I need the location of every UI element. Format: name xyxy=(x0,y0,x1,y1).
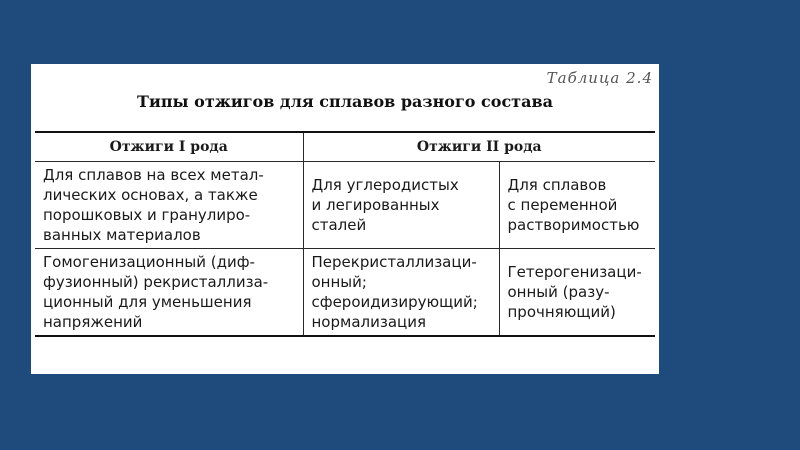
cell-line: ционный для уменьшения xyxy=(43,293,252,311)
cell-line: Для сплавов xyxy=(507,176,607,194)
table-title: Типы отжигов для сплавов разного состава xyxy=(137,92,553,111)
cell-line: Гомогенизационный (диф- xyxy=(43,253,255,271)
header-row xyxy=(35,132,655,162)
cell-line: онный; xyxy=(311,273,367,291)
cell-line: нормализация xyxy=(311,313,426,331)
header-type2: Отжиги II рода xyxy=(303,132,655,162)
cell-r1-c3 xyxy=(499,162,655,249)
cell-line: сталей xyxy=(311,216,367,234)
cell-line: Для сплавов на всех метал- xyxy=(43,166,264,184)
header-type1: Отжиги I рода xyxy=(35,132,303,162)
cell-line: онный (разу- xyxy=(507,283,610,301)
cell-line: прочняющий) xyxy=(507,303,616,321)
cell-line: Для углеродистых xyxy=(311,176,459,194)
cell-line: Перекристаллизаци- xyxy=(311,253,477,271)
table-figure xyxy=(31,64,659,374)
cell-r2-c3 xyxy=(499,249,655,337)
cell-r2-c2 xyxy=(303,249,499,337)
cell-line: лических основах, а также xyxy=(43,186,258,204)
annealing-types-table xyxy=(35,131,655,337)
table-row xyxy=(35,249,655,337)
cell-line: порошковых и гранулиро- xyxy=(43,206,251,224)
cell-line: Гетерогенизаци- xyxy=(507,263,642,281)
cell-line: сфероидизирующий; xyxy=(311,293,478,311)
cell-r1-c1 xyxy=(35,162,303,249)
cell-line: растворимостью xyxy=(507,216,640,234)
table-number: Таблица 2.4 xyxy=(546,69,653,87)
cell-line: напряжений xyxy=(43,313,143,331)
table-row xyxy=(35,162,655,249)
cell-line: фузионный) рекристаллиза- xyxy=(43,273,269,291)
cell-r1-c2 xyxy=(303,162,499,249)
cell-line: ванных материалов xyxy=(43,226,201,244)
cell-line: с переменной xyxy=(507,196,618,214)
cell-r2-c1 xyxy=(35,249,303,337)
cell-line: и легированных xyxy=(311,196,440,214)
